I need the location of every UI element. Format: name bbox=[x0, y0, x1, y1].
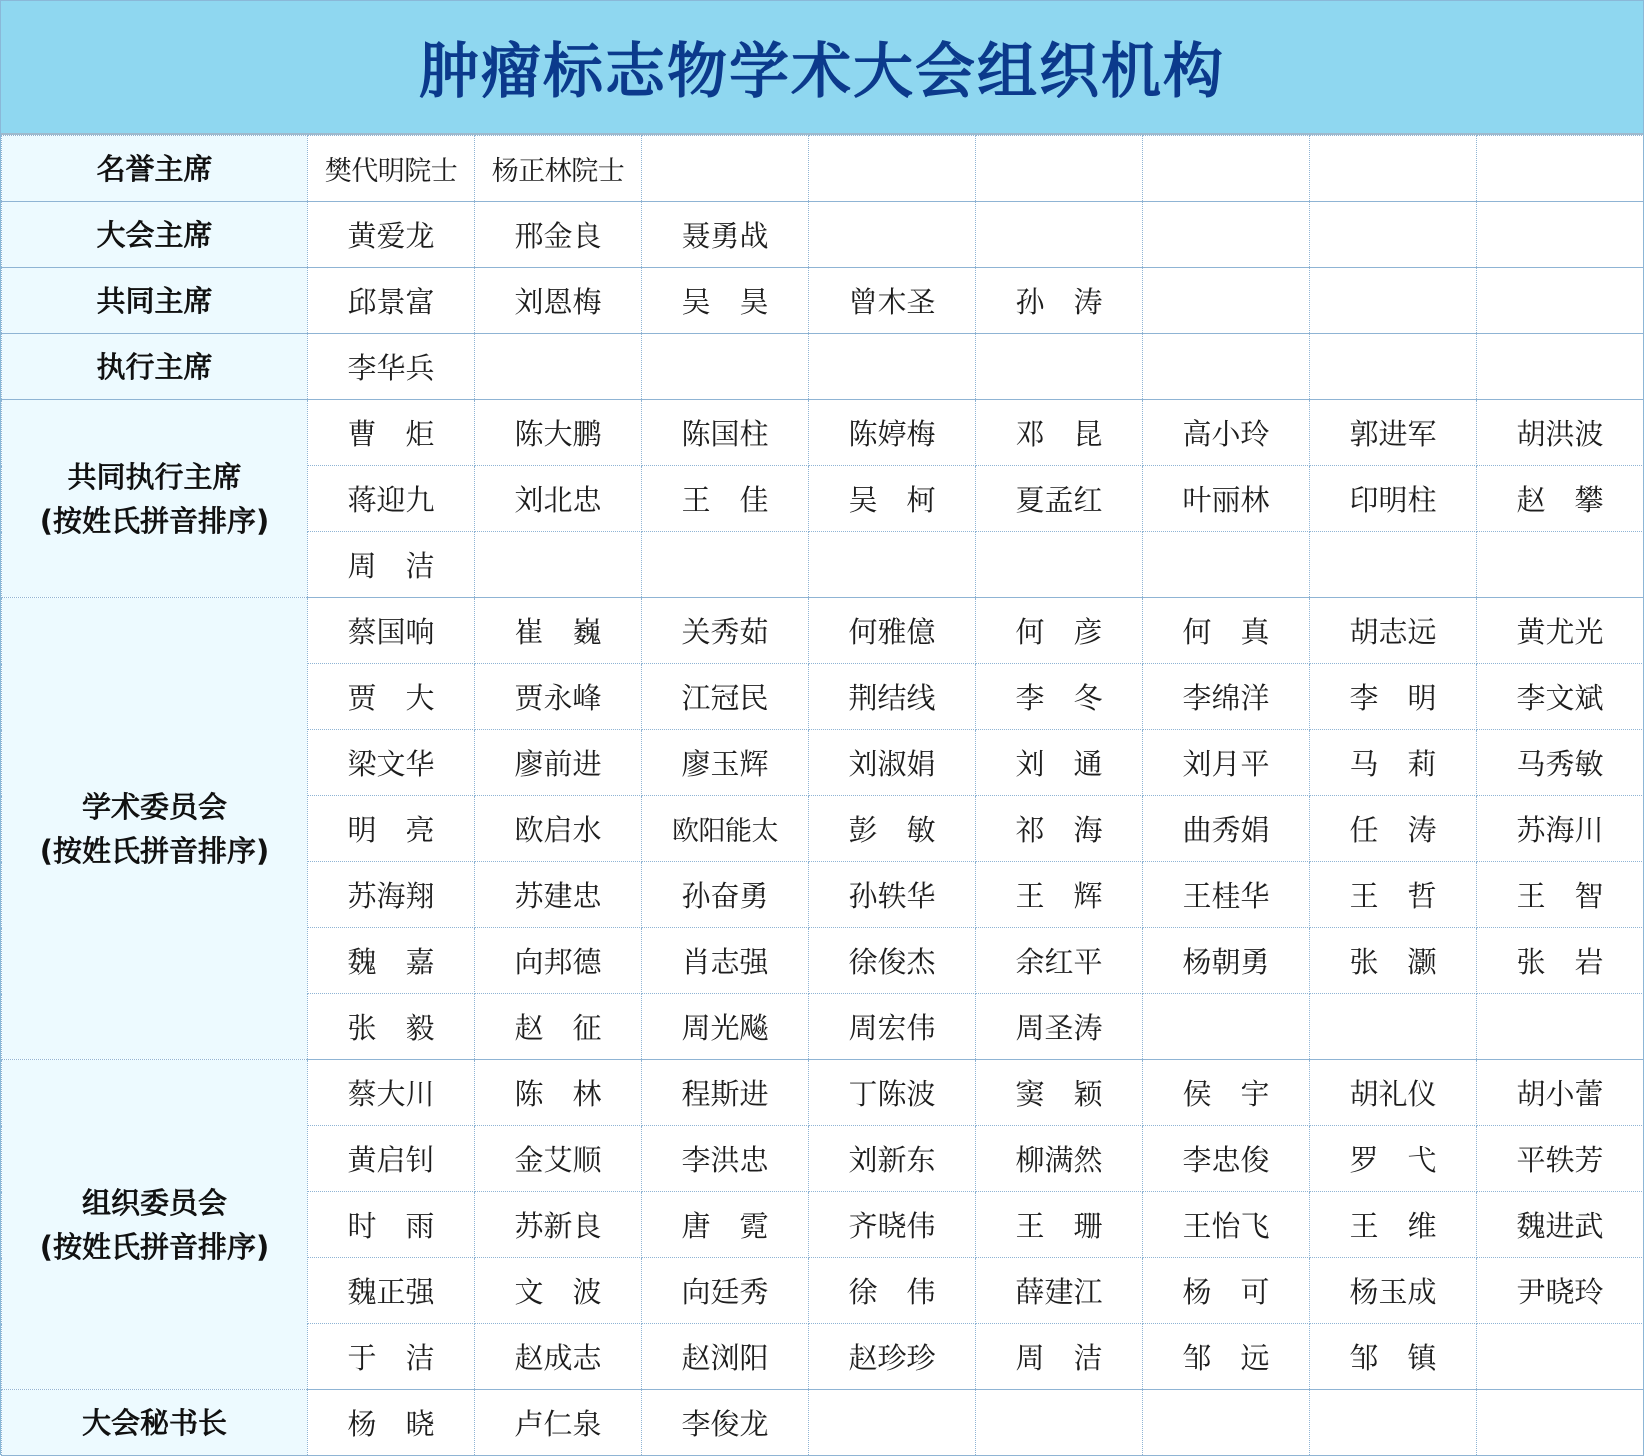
co-executive-chairs-row bbox=[2, 400, 1644, 466]
member-name-cell: 吴 柯 bbox=[809, 466, 976, 532]
member-name-cell: 余红平 bbox=[976, 928, 1143, 994]
member-name-cell: 时 雨 bbox=[308, 1192, 475, 1258]
member-name-cell: 梁文华 bbox=[308, 730, 475, 796]
member-name-cell: 肖志强 bbox=[642, 928, 809, 994]
member-name-cell: 周 洁 bbox=[308, 532, 475, 598]
member-name-cell: 赵珍珍 bbox=[809, 1324, 976, 1390]
member-name-cell: 向廷秀 bbox=[642, 1258, 809, 1324]
member-name-cell: 杨 可 bbox=[1143, 1258, 1310, 1324]
member-name-cell: 赵 征 bbox=[475, 994, 642, 1060]
member-name-cell: 刘淑娟 bbox=[809, 730, 976, 796]
member-name-cell: 曾木圣 bbox=[809, 268, 976, 334]
section-sort-note: (按姓氏拼音排序) bbox=[39, 503, 270, 538]
honorary-chairs-label bbox=[2, 136, 308, 202]
member-name-cell: 侯 宇 bbox=[1143, 1060, 1310, 1126]
empty-cell bbox=[642, 136, 809, 202]
member-name-cell: 李华兵 bbox=[308, 334, 475, 400]
member-name-cell: 孙奋勇 bbox=[642, 862, 809, 928]
member-name-cell: 苏海翔 bbox=[308, 862, 475, 928]
member-name-cell: 蔡国响 bbox=[308, 598, 475, 664]
member-name-cell: 黄尤光 bbox=[1477, 598, 1644, 664]
co-chairs-label bbox=[2, 268, 308, 334]
member-name-cell: 魏正强 bbox=[308, 1258, 475, 1324]
member-name-cell: 杨朝勇 bbox=[1143, 928, 1310, 994]
member-name-cell: 崔 巍 bbox=[475, 598, 642, 664]
member-name-cell: 赵浏阳 bbox=[642, 1324, 809, 1390]
empty-cell bbox=[809, 334, 976, 400]
section-title: 组织委员会 bbox=[81, 1185, 227, 1220]
member-name-cell: 廖玉辉 bbox=[642, 730, 809, 796]
member-name-cell: 王怡飞 bbox=[1143, 1192, 1310, 1258]
empty-cell bbox=[642, 334, 809, 400]
title-banner bbox=[1, 1, 1643, 135]
section-title: 共同执行主席 bbox=[67, 459, 242, 494]
empty-cell bbox=[475, 334, 642, 400]
member-name-cell: 李文斌 bbox=[1477, 664, 1644, 730]
member-name-cell: 杨玉成 bbox=[1310, 1258, 1477, 1324]
academic-committee-row bbox=[2, 598, 1644, 664]
member-name-cell: 陈 林 bbox=[475, 1060, 642, 1126]
empty-cell bbox=[1143, 334, 1310, 400]
member-name-cell: 程斯进 bbox=[642, 1060, 809, 1126]
member-name-cell: 王 佳 bbox=[642, 466, 809, 532]
member-name-cell: 关秀茹 bbox=[642, 598, 809, 664]
empty-cell bbox=[809, 136, 976, 202]
member-name-cell: 高小玲 bbox=[1143, 400, 1310, 466]
member-name-cell: 李洪忠 bbox=[642, 1126, 809, 1192]
section-sort-note: (按姓氏拼音排序) bbox=[39, 1229, 270, 1264]
member-name-cell: 罗 弋 bbox=[1310, 1126, 1477, 1192]
empty-cell bbox=[1310, 268, 1477, 334]
member-name-cell: 黄爱龙 bbox=[308, 202, 475, 268]
empty-cell bbox=[809, 202, 976, 268]
member-name-cell: 江冠民 bbox=[642, 664, 809, 730]
member-name-cell: 刘北忠 bbox=[475, 466, 642, 532]
member-name-cell: 陈国柱 bbox=[642, 400, 809, 466]
empty-cell bbox=[1310, 136, 1477, 202]
empty-cell bbox=[1477, 334, 1644, 400]
empty-cell bbox=[1143, 202, 1310, 268]
empty-cell bbox=[976, 334, 1143, 400]
member-name-cell: 张 岩 bbox=[1477, 928, 1644, 994]
member-name-cell: 丁陈波 bbox=[809, 1060, 976, 1126]
section-title: 执行主席 bbox=[96, 349, 213, 384]
member-name-cell: 张 灏 bbox=[1310, 928, 1477, 994]
member-name-cell: 吴 昊 bbox=[642, 268, 809, 334]
member-name-cell: 于 洁 bbox=[308, 1324, 475, 1390]
member-name-cell: 李 明 bbox=[1310, 664, 1477, 730]
empty-cell bbox=[1477, 1324, 1644, 1390]
member-name-cell: 周宏伟 bbox=[809, 994, 976, 1060]
member-name-cell: 魏进武 bbox=[1477, 1192, 1644, 1258]
page-title: 肿瘤标志物学术大会组织机构 bbox=[419, 37, 1225, 107]
member-name-cell: 金艾顺 bbox=[475, 1126, 642, 1192]
member-name-cell: 周 洁 bbox=[976, 1324, 1143, 1390]
member-name-cell: 柳满然 bbox=[976, 1126, 1143, 1192]
member-name-cell: 刘月平 bbox=[1143, 730, 1310, 796]
member-name-cell: 邢金良 bbox=[475, 202, 642, 268]
member-name-cell: 窦 颖 bbox=[976, 1060, 1143, 1126]
member-name-cell: 薛建江 bbox=[976, 1258, 1143, 1324]
member-name-cell: 何 真 bbox=[1143, 598, 1310, 664]
empty-cell bbox=[976, 1390, 1143, 1456]
organization-table-body bbox=[2, 136, 1644, 1456]
empty-cell bbox=[1477, 268, 1644, 334]
co-executive-chairs-label bbox=[2, 400, 308, 598]
organizing-committee-row bbox=[2, 1060, 1644, 1126]
member-name-cell: 贾 大 bbox=[308, 664, 475, 730]
empty-cell bbox=[976, 202, 1143, 268]
member-name-cell: 马 莉 bbox=[1310, 730, 1477, 796]
empty-cell bbox=[809, 1390, 976, 1456]
section-title: 名誉主席 bbox=[96, 151, 213, 186]
member-name-cell: 张 毅 bbox=[308, 994, 475, 1060]
empty-cell bbox=[642, 532, 809, 598]
member-name-cell: 卢仁泉 bbox=[475, 1390, 642, 1456]
member-name-cell: 刘新东 bbox=[809, 1126, 976, 1192]
empty-cell bbox=[976, 136, 1143, 202]
member-name-cell: 贾永峰 bbox=[475, 664, 642, 730]
organization-table bbox=[1, 135, 1644, 1456]
empty-cell bbox=[1477, 1390, 1644, 1456]
empty-cell bbox=[1143, 136, 1310, 202]
member-name-cell: 胡小蕾 bbox=[1477, 1060, 1644, 1126]
member-name-cell: 文 波 bbox=[475, 1258, 642, 1324]
empty-cell bbox=[1143, 532, 1310, 598]
member-name-cell: 王 珊 bbox=[976, 1192, 1143, 1258]
member-name-cell: 欧阳能太 bbox=[642, 796, 809, 862]
conference-chairs-row bbox=[2, 202, 1644, 268]
empty-cell bbox=[1477, 532, 1644, 598]
member-name-cell: 荆结线 bbox=[809, 664, 976, 730]
member-name-cell: 聂勇战 bbox=[642, 202, 809, 268]
academic-committee-label bbox=[2, 598, 308, 1060]
member-name-cell: 齐晓伟 bbox=[809, 1192, 976, 1258]
member-name-cell: 胡志远 bbox=[1310, 598, 1477, 664]
member-name-cell: 郭进军 bbox=[1310, 400, 1477, 466]
member-name-cell: 王 哲 bbox=[1310, 862, 1477, 928]
member-name-cell: 孙 涛 bbox=[976, 268, 1143, 334]
empty-cell bbox=[809, 532, 976, 598]
member-name-cell: 祁 海 bbox=[976, 796, 1143, 862]
secretary-general-label bbox=[2, 1390, 308, 1456]
executive-chair-label bbox=[2, 334, 308, 400]
empty-cell bbox=[1310, 1390, 1477, 1456]
member-name-cell: 向邦德 bbox=[475, 928, 642, 994]
empty-cell bbox=[976, 532, 1143, 598]
empty-cell bbox=[1310, 202, 1477, 268]
member-name-cell: 陈婷梅 bbox=[809, 400, 976, 466]
member-name-cell: 徐 伟 bbox=[809, 1258, 976, 1324]
section-title: 共同主席 bbox=[96, 283, 213, 318]
member-name-cell: 赵成志 bbox=[475, 1324, 642, 1390]
member-name-cell: 李忠俊 bbox=[1143, 1126, 1310, 1192]
member-name-cell: 曲秀娟 bbox=[1143, 796, 1310, 862]
member-name-cell: 尹晓玲 bbox=[1477, 1258, 1644, 1324]
member-name-cell: 廖前进 bbox=[475, 730, 642, 796]
empty-cell bbox=[1143, 994, 1310, 1060]
member-name-cell: 刘恩梅 bbox=[475, 268, 642, 334]
member-name-cell: 陈大鹏 bbox=[475, 400, 642, 466]
member-name-cell: 周光飚 bbox=[642, 994, 809, 1060]
member-name-cell: 蔡大川 bbox=[308, 1060, 475, 1126]
member-name-cell: 王 维 bbox=[1310, 1192, 1477, 1258]
member-name-cell: 夏孟红 bbox=[976, 466, 1143, 532]
member-name-cell: 平轶芳 bbox=[1477, 1126, 1644, 1192]
member-name-cell: 徐俊杰 bbox=[809, 928, 976, 994]
member-name-cell: 杨 晓 bbox=[308, 1390, 475, 1456]
member-name-cell: 李 冬 bbox=[976, 664, 1143, 730]
member-name-cell: 王桂华 bbox=[1143, 862, 1310, 928]
member-name-cell: 印明柱 bbox=[1310, 466, 1477, 532]
member-name-cell: 周圣涛 bbox=[976, 994, 1143, 1060]
member-name-cell: 何雅億 bbox=[809, 598, 976, 664]
member-name-cell: 李俊龙 bbox=[642, 1390, 809, 1456]
empty-cell bbox=[1310, 334, 1477, 400]
conference-chairs-label bbox=[2, 202, 308, 268]
honorary-chairs-row bbox=[2, 136, 1644, 202]
empty-cell bbox=[1310, 994, 1477, 1060]
member-name-cell: 胡洪波 bbox=[1477, 400, 1644, 466]
empty-cell bbox=[475, 532, 642, 598]
member-name-cell: 邹 镇 bbox=[1310, 1324, 1477, 1390]
empty-cell bbox=[1143, 268, 1310, 334]
empty-cell bbox=[1477, 994, 1644, 1060]
member-name-cell: 马秀敏 bbox=[1477, 730, 1644, 796]
organizing-committee-label bbox=[2, 1060, 308, 1390]
member-name-cell: 彭 敏 bbox=[809, 796, 976, 862]
member-name-cell: 任 涛 bbox=[1310, 796, 1477, 862]
section-title: 学术委员会 bbox=[81, 789, 227, 824]
member-name-cell: 蒋迎九 bbox=[308, 466, 475, 532]
empty-cell bbox=[1310, 532, 1477, 598]
member-name-cell: 邹 远 bbox=[1143, 1324, 1310, 1390]
member-name-cell: 胡礼仪 bbox=[1310, 1060, 1477, 1126]
empty-cell bbox=[1143, 1390, 1310, 1456]
secretary-general-row bbox=[2, 1390, 1644, 1456]
member-name-cell: 黄启钊 bbox=[308, 1126, 475, 1192]
member-name-cell: 邓 昆 bbox=[976, 400, 1143, 466]
member-name-cell: 邱景富 bbox=[308, 268, 475, 334]
member-name-cell: 樊代明院士 bbox=[308, 136, 475, 202]
member-name-cell: 李绵洋 bbox=[1143, 664, 1310, 730]
co-chairs-row bbox=[2, 268, 1644, 334]
member-name-cell: 曹 炬 bbox=[308, 400, 475, 466]
member-name-cell: 王 辉 bbox=[976, 862, 1143, 928]
section-sort-note: (按姓氏拼音排序) bbox=[39, 833, 270, 868]
empty-cell bbox=[1477, 136, 1644, 202]
member-name-cell: 明 亮 bbox=[308, 796, 475, 862]
section-title: 大会主席 bbox=[96, 217, 213, 252]
member-name-cell: 苏建忠 bbox=[475, 862, 642, 928]
member-name-cell: 魏 嘉 bbox=[308, 928, 475, 994]
member-name-cell: 王 智 bbox=[1477, 862, 1644, 928]
empty-cell bbox=[1477, 202, 1644, 268]
member-name-cell: 唐 霓 bbox=[642, 1192, 809, 1258]
member-name-cell: 欧启水 bbox=[475, 796, 642, 862]
member-name-cell: 何 彦 bbox=[976, 598, 1143, 664]
member-name-cell: 叶丽林 bbox=[1143, 466, 1310, 532]
member-name-cell: 苏海川 bbox=[1477, 796, 1644, 862]
member-name-cell: 孙轶华 bbox=[809, 862, 976, 928]
member-name-cell: 杨正林院士 bbox=[475, 136, 642, 202]
member-name-cell: 苏新良 bbox=[475, 1192, 642, 1258]
member-name-cell: 赵 攀 bbox=[1477, 466, 1644, 532]
executive-chair-row bbox=[2, 334, 1644, 400]
section-title: 大会秘书长 bbox=[81, 1405, 227, 1440]
member-name-cell: 刘 通 bbox=[976, 730, 1143, 796]
